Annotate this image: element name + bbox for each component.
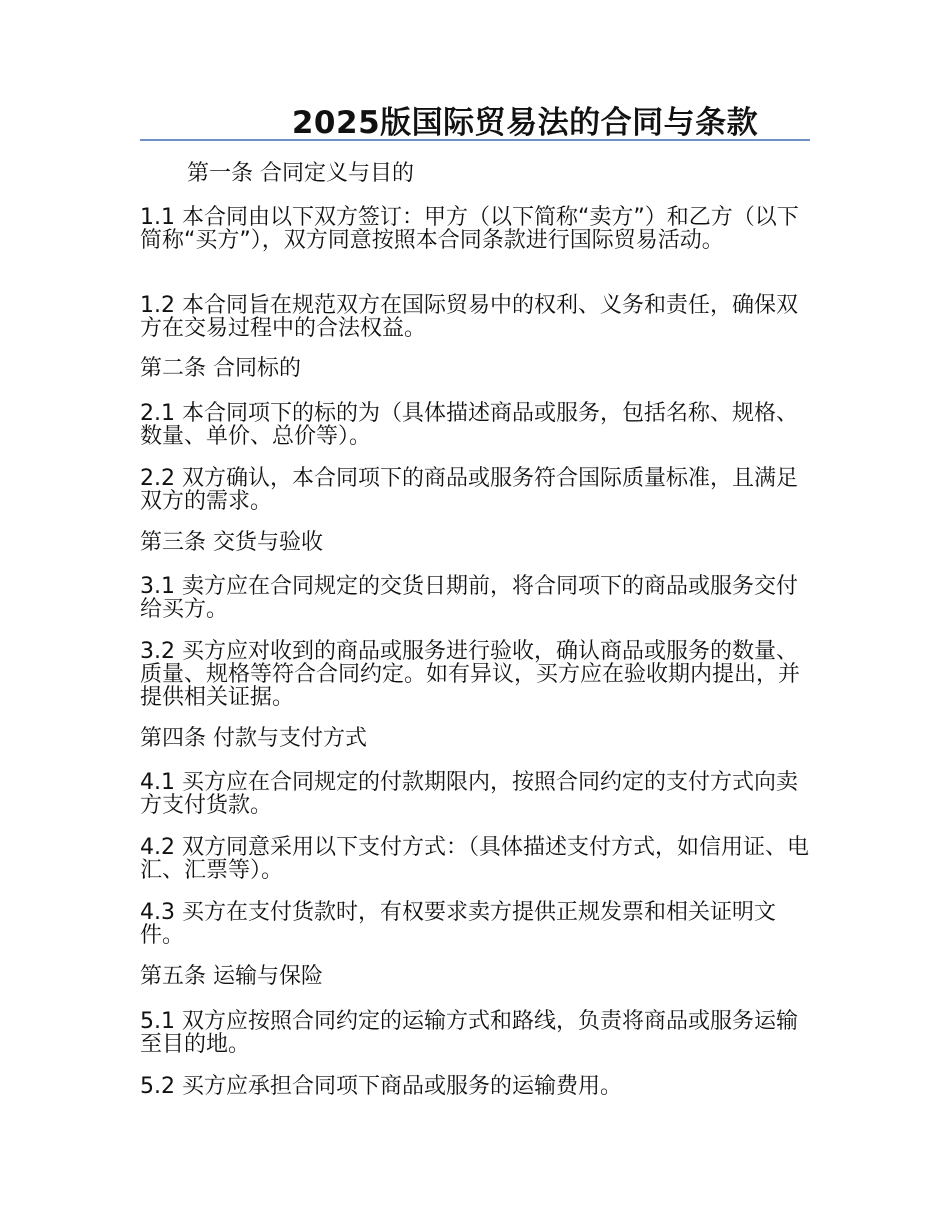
section-heading-5: 第五条 运输与保险 bbox=[140, 964, 323, 989]
paragraph-4-3: 4.3 买方在支付货款时，有权要求卖方提供正规发票和相关证明文件。 bbox=[140, 900, 776, 948]
paragraph-2-1: 2.1 本合同项下的标的为（具体描述商品或服务，包括名称、规格、数量、单价、总价等）。 bbox=[140, 401, 798, 449]
paragraph-2-2: 2.2 双方确认，本合同项下的商品或服务符合国际质量标准，且满足双方的需求。 bbox=[140, 466, 798, 514]
section-heading-3: 第三条 交货与验收 bbox=[140, 530, 323, 555]
paragraph-3-1: 3.1 卖方应在合同规定的交货日期前，将合同项下的商品或服务交付给买方。 bbox=[140, 574, 798, 622]
document-title: 2025版国际贸易法的合同与条款 bbox=[291, 105, 759, 141]
paragraph-1-2: 1.2 本合同旨在规范双方在国际贸易中的权利、义务和责任，确保双方在交易过程中的合法权益。 bbox=[140, 293, 798, 341]
section-heading-2: 第二条 合同标的 bbox=[140, 356, 301, 381]
section-heading-4: 第四条 付款与支付方式 bbox=[140, 726, 367, 751]
paragraph-4-2: 4.2 双方同意采用以下支付方式：（具体描述支付方式，如信用证、电汇、汇票等）。 bbox=[140, 835, 809, 883]
paragraph-5-1: 5.1 双方应按照合同约定的运输方式和路线，负责将商品或服务运输至目的地。 bbox=[140, 1009, 798, 1057]
section-heading-1: 第一条 合同定义与目的 bbox=[187, 161, 414, 186]
paragraph-1-1: 1.1 本合同由以下双方签订：甲方（以下简称“卖方”）和乙方（以下简称“买方”），双方同意按照本合同条款进行国际贸易活动。 bbox=[140, 205, 799, 253]
paragraph-5-2: 5.2 买方应承担合同项下商品或服务的运输费用。 bbox=[140, 1074, 622, 1099]
paragraph-3-2: 3.2 买方应对收到的商品或服务进行验收，确认商品或服务的数量、质量、规格等符合合同约定。如有异议，买方应在验收期内提出，并提供相关证据。 bbox=[140, 639, 801, 710]
title-underline bbox=[140, 139, 810, 141]
paragraph-4-1: 4.1 买方应在合同规定的付款期限内，按照合同约定的支付方式向卖方支付货款。 bbox=[140, 770, 798, 818]
